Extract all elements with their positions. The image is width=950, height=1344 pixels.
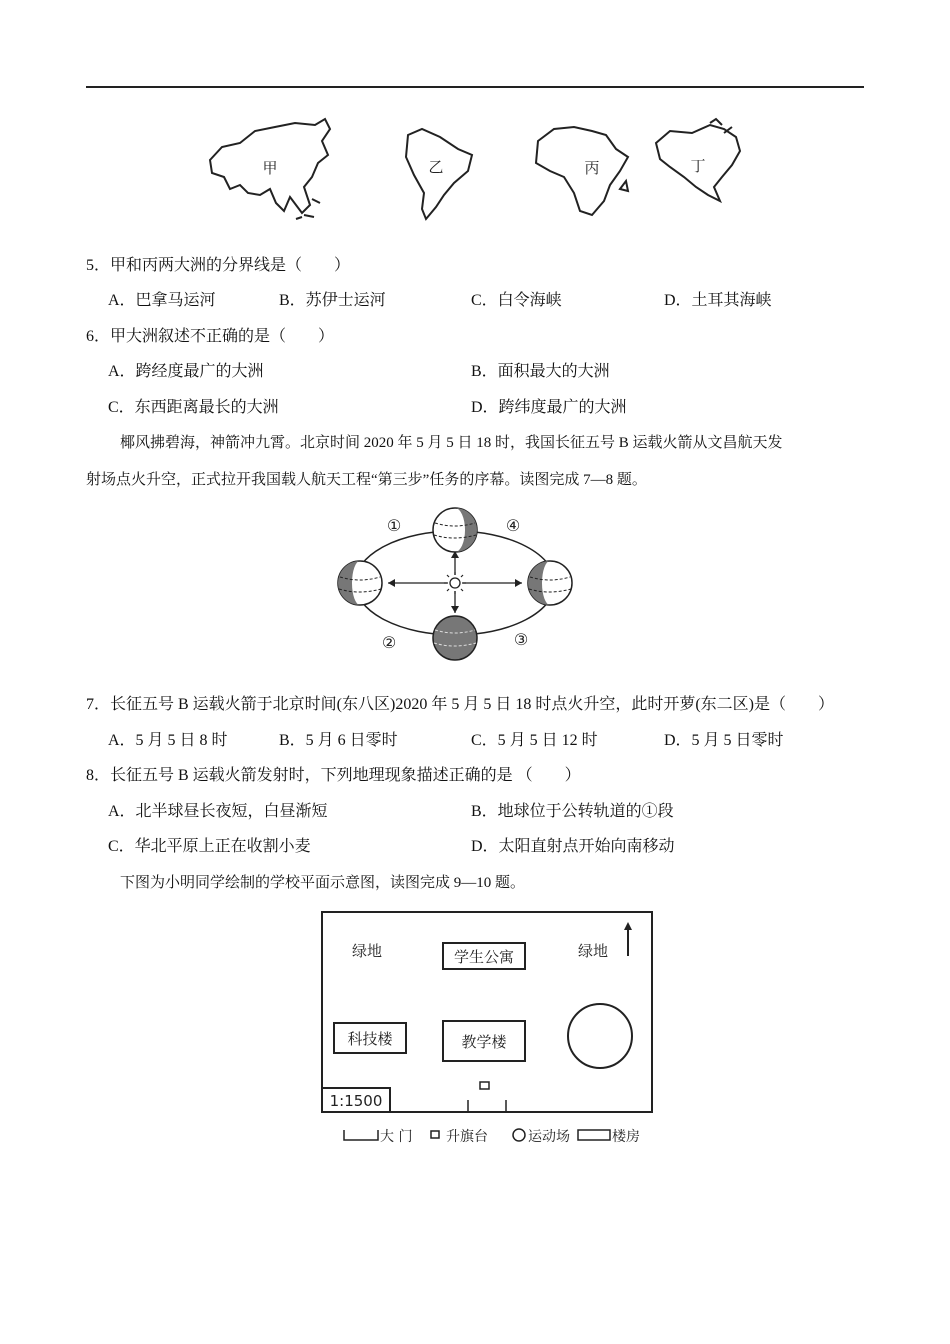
passage-1-line-2: 射场点火升空，正式拉开我国载人航天工程“第三步”任务的序幕。读图完成 7—8 题。 — [86, 472, 647, 488]
orbit-label-1: ① — [386, 516, 402, 535]
orbit-label-3: ③ — [513, 630, 529, 649]
q5-option-d[interactable]: D．土耳其海峡 — [664, 292, 772, 309]
earth-bottom-icon — [433, 616, 477, 660]
q5-option-c[interactable]: C．白令海峡 — [471, 292, 562, 309]
legend-flag-symbol — [431, 1131, 439, 1138]
q5-option-b[interactable]: B．苏伊士运河 — [279, 292, 386, 309]
scale-label: 1:1500 — [329, 1092, 383, 1110]
sports-field — [568, 1004, 632, 1068]
legend-gate-symbol — [344, 1130, 378, 1140]
q8-option-d[interactable]: D．太阳直射点开始向南移动 — [471, 838, 675, 855]
green-area-left: 绿地 — [352, 942, 383, 960]
green-area-right: 绿地 — [578, 942, 609, 960]
q6-option-d[interactable]: D．跨纬度最广的大洲 — [471, 399, 627, 416]
map-label-jia: 甲 — [262, 159, 278, 177]
header-rule — [86, 86, 864, 88]
question-8-stem: 8．长征五号 B 运载火箭发射时，下列地理现象描述正确的是 （ ） — [86, 767, 581, 784]
orbit-label-2: ② — [381, 633, 397, 652]
q7-option-a[interactable]: A．5 月 5 日 8 时 — [108, 732, 228, 749]
earth-right-icon — [528, 561, 572, 605]
q5-option-a[interactable]: A．巴拿马运河 — [108, 292, 216, 309]
earth-orbit-diagram — [330, 505, 580, 665]
africa-outline — [536, 127, 628, 215]
q6-option-b[interactable]: B．面积最大的大洲 — [471, 363, 610, 380]
tech-label: 科技楼 — [347, 1030, 393, 1048]
map-label-bing: 丙 — [584, 159, 600, 177]
school-plan-map — [318, 908, 658, 1153]
question-6-stem: 6．甲大洲叙述不正确的是（ ） — [86, 328, 335, 345]
teaching-label: 教学楼 — [461, 1033, 507, 1051]
q7-option-c[interactable]: C．5 月 5 日 12 时 — [471, 732, 598, 749]
dorm-label: 学生公寓 — [453, 948, 515, 966]
q6-option-c[interactable]: C．东西距离最长的大洲 — [108, 399, 279, 416]
map-label-ding: 丁 — [690, 157, 706, 175]
q8-option-b[interactable]: B．地球位于公转轨道的①段 — [471, 803, 674, 820]
earth-left-icon — [338, 561, 382, 605]
q8-option-c[interactable]: C．华北平原上正在收割小麦 — [108, 838, 311, 855]
flag-platform — [480, 1082, 489, 1089]
passage-1-line-1: 椰风拂碧海，神箭冲九霄。北京时间 2020 年 5 月 5 日 18 时，我国长征五号 B 运载火箭从文昌航天发 — [120, 435, 783, 451]
legend-field-symbol — [513, 1129, 525, 1141]
earth-top-icon — [433, 508, 477, 552]
legend-building-symbol — [578, 1130, 610, 1140]
legend-field-label: 运动场 — [528, 1129, 570, 1145]
legend-gate-label: 大 门 — [380, 1129, 413, 1145]
q7-option-b[interactable]: B．5 月 6 日零时 — [279, 732, 398, 749]
legend-building-label: 楼房 — [612, 1129, 640, 1145]
legend-flag-label: 升旗台 — [446, 1129, 488, 1145]
q7-option-d[interactable]: D．5 月 5 日零时 — [664, 732, 784, 749]
question-5-stem: 5．甲和丙两大洲的分界线是（ ） — [86, 257, 351, 274]
orbit-label-4: ④ — [505, 516, 521, 535]
q8-option-a[interactable]: A．北半球昼长夜短，白昼渐短 — [108, 803, 328, 820]
q6-option-a[interactable]: A．跨经度最广的大洲 — [108, 363, 264, 380]
continent-maps-figure — [200, 115, 760, 225]
question-7-stem: 7．长征五号 B 运载火箭于北京时间(东八区)2020 年 5 月 5 日 18 时点火升空，此时开萝(东二区)是（ ） — [86, 696, 834, 713]
map-label-yi: 乙 — [428, 158, 444, 176]
passage-2-line-1: 下图为小明同学绘制的学校平面示意图，读图完成 9—10 题。 — [120, 875, 526, 891]
